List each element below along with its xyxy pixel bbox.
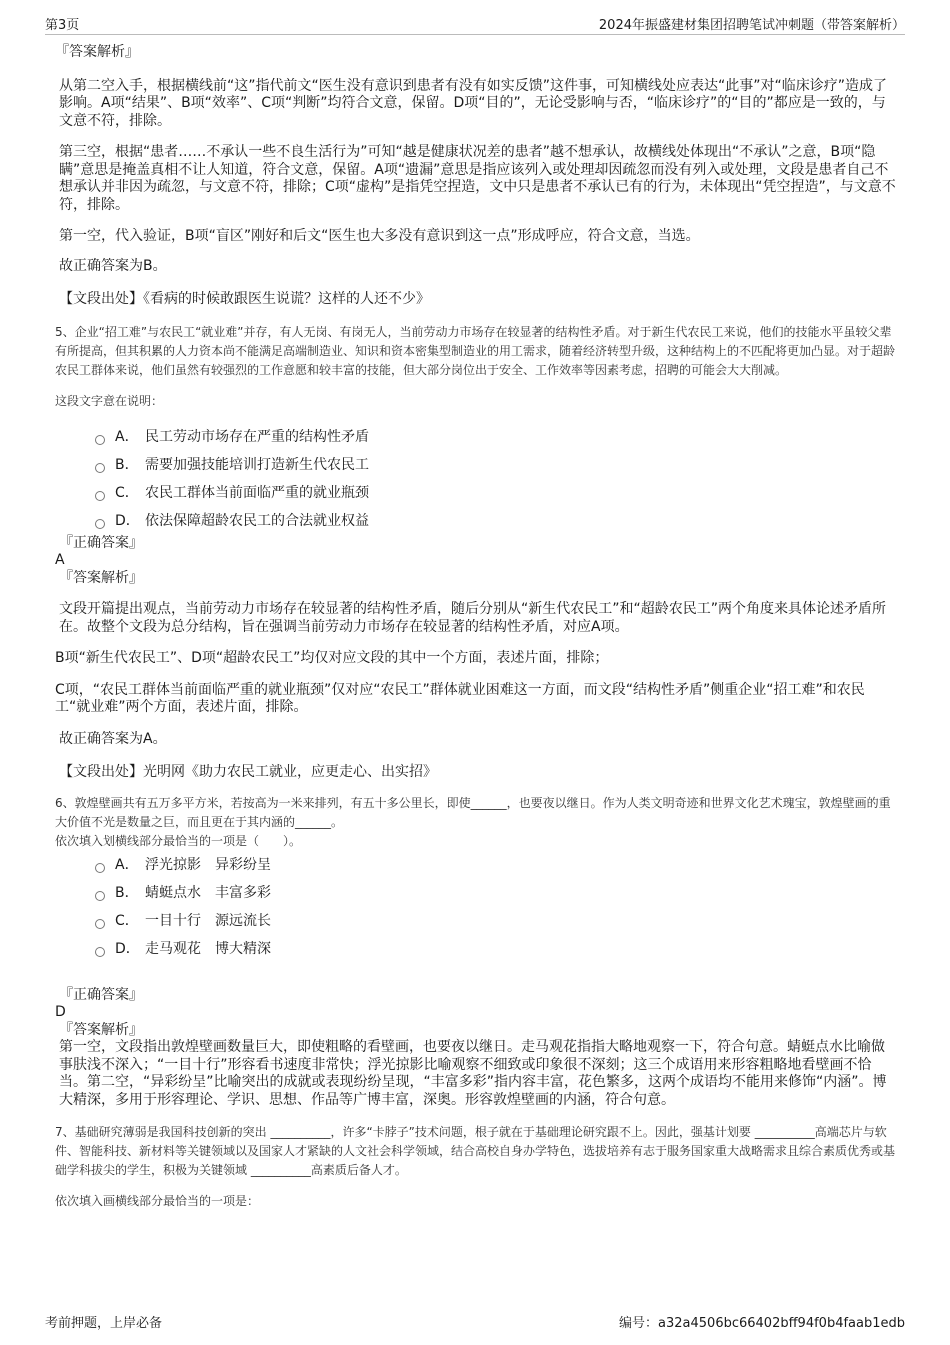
document-id: 编号：a32a4506bc66402bff94f0b4faab1edb bbox=[619, 1316, 905, 1331]
q6-answer: D bbox=[55, 1004, 66, 1020]
radio-icon[interactable] bbox=[95, 519, 105, 529]
q4-analysis-label: 『答案解析』 bbox=[55, 44, 139, 60]
q5-paragraph-3: C项，“农民工群体当前面临严重的就业瓶颈”仅对应“农民工”群体就业困难这一方面，而文段“结构性矛盾”侧重企业“招工难”和农民工“就业难”两个方面，表述片面，排除。 bbox=[55, 681, 865, 715]
page-number: 第3页 bbox=[45, 18, 80, 33]
q5-analysis-label: 『答案解析』 bbox=[59, 569, 143, 586]
q6-paragraph: 第一空，文段指出敦煌壁画数量巨大，即使粗略的看壁画，也要夜以继日。走马观花指指大略地观察一下，符合句意。蜻蜓点水比喻做事肤浅不深入；“一目十行”形容看书速度非常快；浮光掠影比喻观察不细致或印象很不深刻；这三个成语用来形容粗略地看壁画不恰当。第二空，“异彩纷呈”比喻突出的成就或表现纷纷呈现，“丰富多彩”指内容丰富，花色繁多，这两个成语均不能用来修饰“内涵”。博大精深，多用于形容理论、学识、思想、作品等广博丰富，深奥。形容敦煌壁画的内涵，符合句意。 bbox=[59, 1039, 887, 1108]
q5-stem: 5、企业“招工难”与农民工“就业难”并存，有人无岗、有岗无人，当前劳动力市场存在较显著的结构性矛盾。对于新生代农民工来说，他们的技能水平虽较父辈有所提高，但其积累的人力资本尚不能满足高端制造业、知识和资本密集型制造业的用工需求，随着经济转型升级，这种结构上的不匹配将更加凸显。对于超龄农民工群体来说，他们虽然有较强烈的工作意愿和较丰富的技能，但大部分岗位出于安全、工作效率等因素考虑，招聘的可能会大大削减。 bbox=[55, 324, 896, 377]
q5-options bbox=[55, 423, 897, 535]
q4-paragraph-3: 第一空，代入验证，B项“盲区”刚好和后文“医生也大多没有意识到这一点”形成呼应，符合文意，当选。 bbox=[59, 228, 700, 244]
radio-icon[interactable] bbox=[95, 463, 105, 473]
page-header bbox=[45, 14, 905, 35]
radio-icon[interactable] bbox=[95, 435, 105, 445]
q4-conclusion: 故正确答案为B。 bbox=[59, 257, 167, 274]
q5-question: 这段文字意在说明： bbox=[55, 393, 164, 408]
q5-option-d[interactable]: D． 依法保障超龄农民工的合法就业权益 bbox=[95, 507, 897, 535]
q6-option-d[interactable]: D． 走马观花 博大精深 bbox=[95, 935, 897, 963]
q5-source: 【文段出处】光明网《助力农民工就业，应更走心、出实招》 bbox=[59, 764, 437, 780]
q6-answer-label: 『正确答案』 bbox=[59, 986, 143, 1003]
q6-option-b[interactable]: B． 蜻蜓点水 丰富多彩 bbox=[95, 879, 897, 907]
document-body bbox=[55, 44, 897, 1211]
q5-option-b[interactable]: B． 需要加强技能培训打造新生代农民工 bbox=[95, 451, 897, 479]
document-title: 2024年振盛建材集团招聘笔试冲刺题（带答案解析） bbox=[598, 18, 905, 33]
q5-option-a[interactable]: A． 民工劳动市场存在严重的结构性矛盾 bbox=[95, 423, 897, 451]
q5-option-c[interactable]: C． 农民工群体当前面临严重的就业瓶颈 bbox=[95, 479, 897, 507]
q4-paragraph-1: 从第二空入手，根据横线前“这”指代前文“医生没有意识到患者有没有如实反馈”这件事，可知横线处应表达“此事”对“临床诊疗”造成了影响。A项“结果”、B项“效率”、C项“判断”均符合文意，保留。D项“目的”，无论受影响与否，“临床诊疗”的“目的”都应是一致的，与文意不符，排除。 bbox=[59, 77, 888, 129]
q6-option-c[interactable]: C． 一目十行 源远流长 bbox=[95, 907, 897, 935]
q7-question: 依次填入画横线部分最恰当的一项是： bbox=[55, 1194, 260, 1208]
q4-source: 【文段出处】《看病的时候敢跟医生说谎？这样的人还不少》 bbox=[59, 291, 430, 307]
q5-answer: A bbox=[55, 552, 65, 568]
radio-icon[interactable] bbox=[95, 947, 105, 957]
q5-conclusion: 故正确答案为A。 bbox=[59, 730, 167, 747]
q5-paragraph-2: B项“新生代农民工”、D项“超龄农民工”均仅对应文段的其中一个方面，表述片面，排除； bbox=[55, 650, 609, 666]
q5-paragraph-1: 文段开篇提出观点，当前劳动力市场存在较显著的结构性矛盾，随后分别从“新生代农民工”和“超龄农民工”两个角度来具体论述矛盾所在。故整个文段为总分结构，旨在强调当前劳动力市场存在较显著的结构性矛盾，对应A项。 bbox=[59, 601, 887, 635]
radio-icon[interactable] bbox=[95, 491, 105, 501]
radio-icon[interactable] bbox=[95, 863, 105, 873]
q6-analysis-label: 『答案解析』 bbox=[59, 1021, 143, 1038]
q6-option-a[interactable]: A． 浮光掠影 异彩纷呈 bbox=[95, 851, 897, 879]
q4-paragraph-2: 第三空，根据“患者……不承认一些不良生活行为”可知“越是健康状况差的患者”越不想承认，故横线处体现出“不承认”之意，B项“隐瞒”意思是掩盖真相不让人知道，符合文意，保留。A项“遗漏”意思是指应该列入或处理却因疏忽而没有列入或处理，文段是患者自己不想承认并非因为疏忽，与文意不符，排除；C项“虚构”是指凭空捏造，文中只是患者不承认已有的行为，未体现出“凭空捏造”，与文意不符，排除。 bbox=[59, 144, 896, 213]
q6-question: 依次填入划横线部分最恰当的一项是（ ）。 bbox=[55, 833, 302, 848]
radio-icon[interactable] bbox=[95, 919, 105, 929]
q7-stem: 7、基础研究薄弱是我国科技创新的突出 __________，许多“卡脖子”技术问题，根子就在于基础理论研究跟不上。因此，强基计划要 __________高端芯片与软件、智能科技、新材料等关键领域以及国家人才紧缺的人文社会科学领域，结合高校自身办学特色，选拔培养有志于服务国家重大战略需求且综合素质优秀或基础学科拔尖的学生，积极为关键领域 __________高素质后备人才。 bbox=[55, 1125, 896, 1177]
radio-icon[interactable] bbox=[95, 891, 105, 901]
q6-options bbox=[55, 851, 897, 963]
footer-slogan: 考前押题，上岸必备 bbox=[45, 1316, 163, 1331]
q6-stem: 6、敦煌壁画共有五万多平方米，若按高为一米来排列，有五十多公里长，即使______，也要夜以继日。作为人类文明奇迹和世界文化艺术瑰宝，敦煌壁画的重大价值不光是数量之巨，而且更在于其内涵的______。 bbox=[55, 795, 891, 829]
q5-answer-label: 『正确答案』 bbox=[59, 534, 143, 551]
